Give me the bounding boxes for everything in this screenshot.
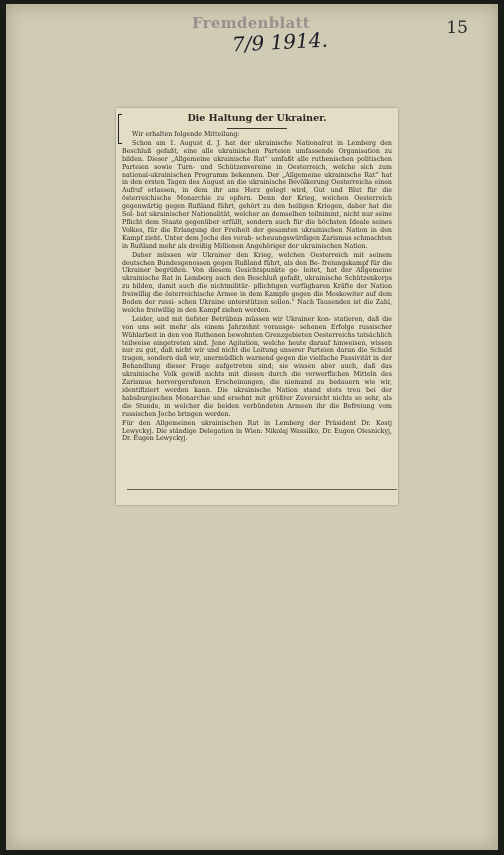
newspaper-clipping bbox=[116, 108, 398, 505]
article-headline: Die Haltung der Ukrainer. bbox=[187, 113, 327, 124]
article-paragraph: Leider, und mit tiefster Betrübnis müssen wir Ukrainer kon- statieren, daß die von uns seit mehr als einem Jahrzehnt vorausge- sehenen Erfolge russischer Wühlarbeit in den von Ruthenen bewohnten Grenzgebieten Oesterreichs tatsächlich teilweise eingetreten sind. Jene Agitation, welche heute darauf hinweisen, wissen nur zu gut, daß nicht wir und nicht die Leitung unserer Parteien daran die Schuld tragen, sondern daß wir, unermüdlich warnend gegen die vielfache Passivität in der Behandlung dieser Frage aufgetreten sind; sie wissen aber auch, daß das ukrainische Volk gewiß nichts mit diesen durch die verwerflichen Mitteln des Zarismus hervorgerufenen Erscheinungen, die niemand zu bedauern wie wir, identifiziert werden kann. Die ukrainische Nation stand stets treu bei der habsburgischen Monarchie und ersehnt mit größter Zuversicht nichts so sehr, als die Stunde, in welcher die beiden verbündeten Armeen ihr die Befreiung vom russischen Joche bringen werden. bbox=[122, 315, 392, 418]
article-paragraph: Wir erhalten folgende Mitteilung: bbox=[132, 131, 240, 138]
article-signature: Für den Allgemeinen ukrainischen Rat in Lemberg der Präsident Dr. Kostj Lewyckyj. Die ständige Delegation in Wien: Nikolaj Wassilko, Dr. Eugen Olesnickyj, Dr. Eugen Lewyckyj. bbox=[122, 419, 392, 443]
article-body bbox=[122, 112, 392, 444]
page-number: 15 bbox=[446, 18, 468, 38]
article-paragraph: Daher müssen wir Ukrainer den Krieg, welchen Oesterreich mit seinem deutschen Bundesgenossen gegen Rußland führt, als den Be- freiungskampf für die Ukrainer begrüßen. Von diesem Gesichtspunkte ge- leitet, hat der Allgemeine ukrainische Rat in Lemberg auch den Beschluß gefaßt, ukrainische Schützenkorps zu bilden, damit auch die nichtmilitär- pflichtigen verfügbaren Kräfte der Nation freiwillig die österreichische Armee in dem Kampfe gegen die Moskowiter auf dem Boden der russi- schen Ukraine unterstützen sollen.“ Nach Tausenden ist die Zahl, welche freiwillig in den Kampf ziehen werden. bbox=[122, 251, 392, 314]
newspaper-stamp: Fremdenblatt bbox=[192, 14, 311, 32]
clipping-fold-line bbox=[127, 489, 397, 490]
headline-rule bbox=[227, 128, 287, 129]
article-paragraph: Schon am 1. August d. J. hat der ukrainische Nationalrat in Lemberg den Beschluß gefaßt, eine alle ukrainischen Parteien umfassende Organisation zu bilden. Dieser „Allgemeine ukrainische Rat“ umfaßt alle ruthenischen politischen Parteien sowie Turn- und Schützenvereine in Oesterreich, welche sich zum national-ukrainischen Programm bekennen. Der „Allgemeine ukrainische Rat“ hat in den ersten Tagen des August an die ukrainische Bevölkerung Oesterreichs einen Aufruf erlassen, in dem ihr ans Herz gelegt wird, Gut und Blut für die österreichische Monarchie zu opfern. Denn der Krieg, welchen Oesterreich gegenwärtig gegen Rußland führt, gehört zu den heiligen Kriegen, daher hat die Sol- bat ukrainischer Nationalität, welcher an demselben teilnimmt, nicht nur seine Pflicht dem Staate gegenüber erfüllt, sondern auch für die höchsten Ideale seines Volkes, für die Erlangung der Freiheit der gesamten ukrainischen Nation in den Kampf zieht. Unter dem Joche des verab- scheuungswürdigen Zarismus schmachten in Rußland mehr als dreißig Millionen Angehöriger der ukrainischen Nation. bbox=[122, 139, 392, 250]
handwritten-date: 7/9 1914. bbox=[231, 27, 329, 57]
